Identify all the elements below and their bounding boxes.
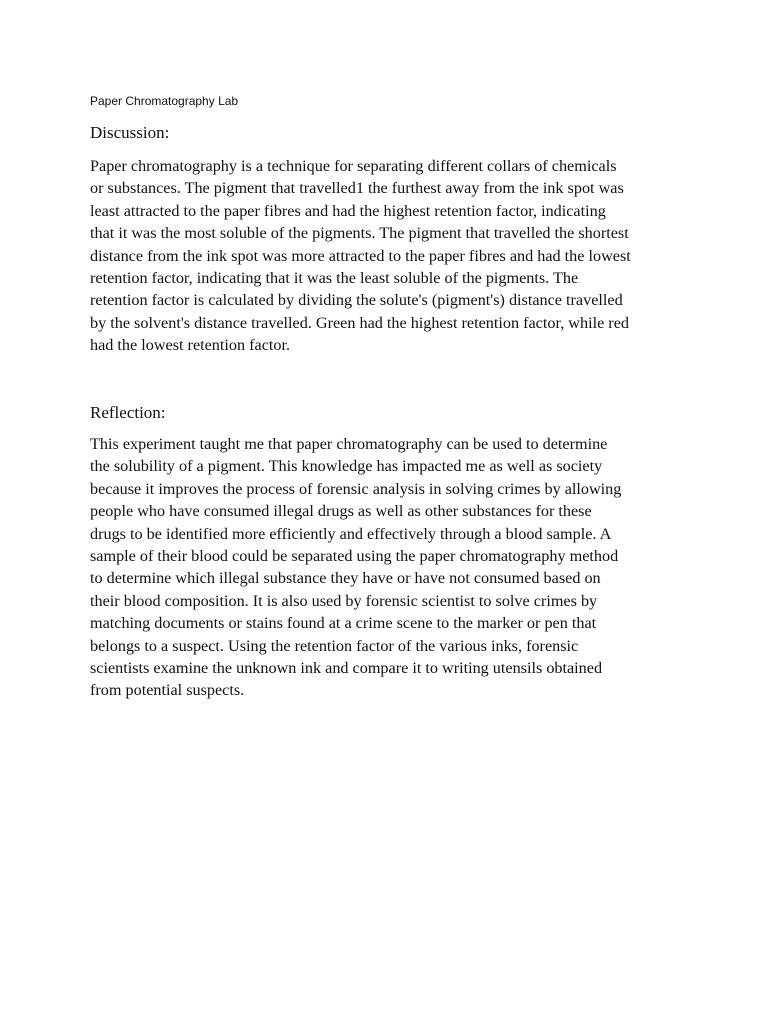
paragraph-line: least attracted to the paper fibres and had the highest retention factor, indicating [90, 201, 606, 220]
paragraph-line: from potential suspects. [90, 681, 245, 700]
paragraph-line: drugs to be identified more efficiently and effectively through a blood sample. A [90, 524, 612, 543]
paragraph-line: belongs to a suspect. Using the retention factor of the various inks, forensic [90, 636, 579, 655]
document-title: Paper Chromatography Lab [90, 94, 239, 108]
paragraph-line: distance from the ink spot was more attracted to the paper fibres and had the lowest [90, 246, 631, 265]
paragraph-line: their blood composition. It is also used by forensic scientist to solve crimes by [90, 591, 598, 610]
reflection-paragraph [90, 433, 621, 702]
paragraph-line: This experiment taught me that paper chromatography can be used to determine [90, 435, 608, 453]
discussion-heading: Discussion: [90, 123, 170, 142]
paragraph-line: retention factor, indicating that it was the least soluble of the pigments. The [90, 269, 579, 288]
paragraph-line: or substances. The pigment that travelled1 the furthest away from the ink spot was [90, 179, 624, 198]
paragraph-line: because it improves the process of forensic analysis in solving crimes by allowing [90, 479, 622, 498]
paragraph-line: the solubility of a pigment. This knowledge has impacted me as well as society [90, 457, 603, 476]
paragraph-line: scientists examine the unknown ink and compare it to writing utensils obtained [90, 659, 603, 678]
paragraph-line: had the lowest retention factor. [90, 336, 291, 355]
paragraph-line: people who have consumed illegal drugs as well as other substances for these [90, 502, 592, 521]
reflection-heading: Reflection: [90, 403, 166, 422]
paragraph-line: Paper chromatography is a technique for separating different collars of chemicals [90, 157, 617, 175]
discussion-paragraph [90, 155, 631, 357]
paragraph-line: by the solvent's distance travelled. Green had the highest retention factor, while red [90, 313, 629, 332]
paragraph-line: to determine which illegal substance they have or have not consumed based on [90, 569, 601, 588]
paragraph-line: retention factor is calculated by dividing the solute's (pigment's) distance travelled [90, 291, 623, 310]
paragraph-line: sample of their blood could be separated using the paper chromatography method [90, 547, 619, 566]
paragraph-line: matching documents or stains found at a crime scene to the marker or pen that [90, 614, 597, 633]
paragraph-line: that it was the most soluble of the pigments. The pigment that travelled the shortest [90, 224, 629, 243]
